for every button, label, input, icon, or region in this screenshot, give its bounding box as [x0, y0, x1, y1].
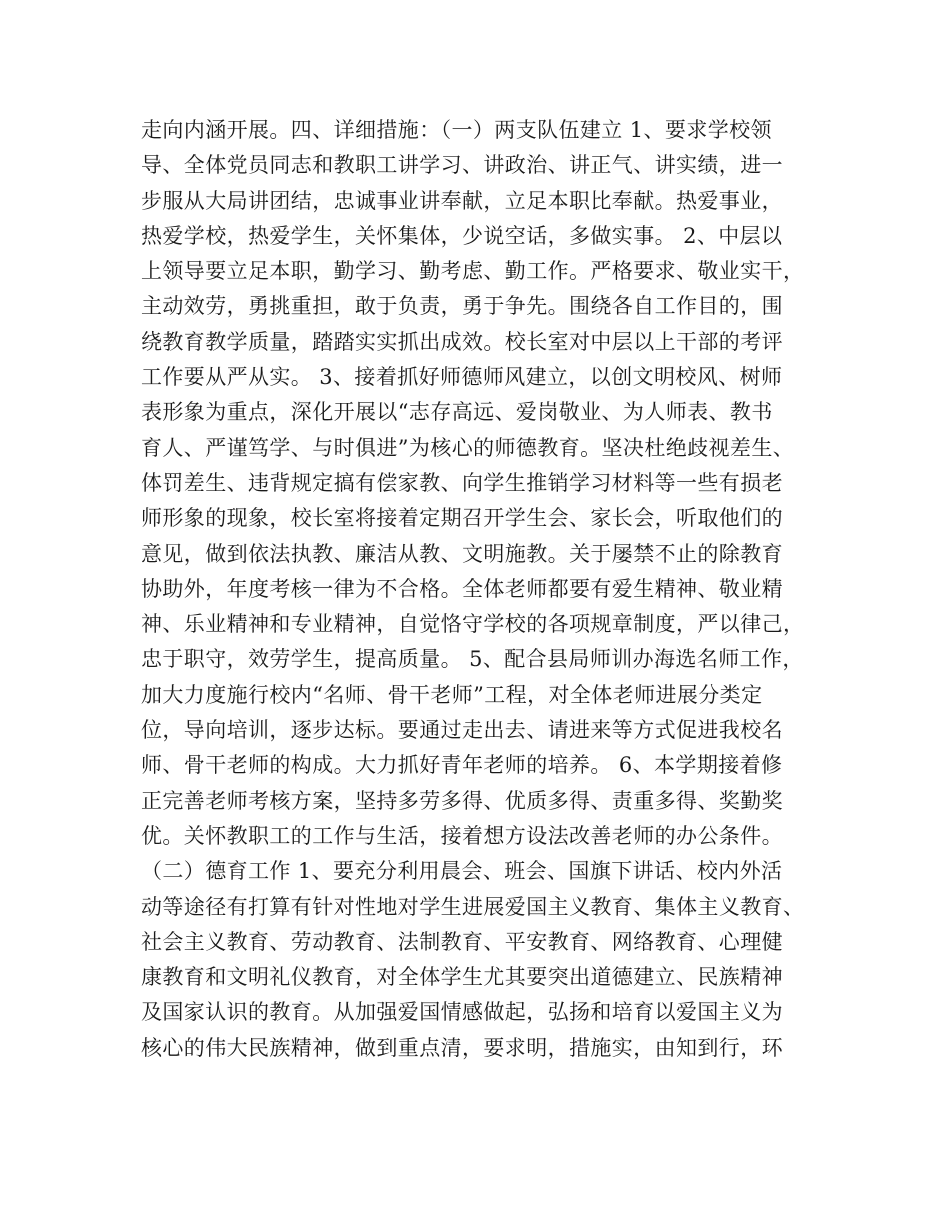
- text-line: 社会主义教育、劳动教育、法制教育、平安教育、网络教育、心理健: [141, 929, 783, 954]
- text-line: 师形象的现象，校长室将接着定期召开学生会、家长会，听取他们的: [141, 506, 783, 531]
- text-line: 上领导要立足本职，勤学习、勤考虑、勤工作。严格要求、敬业实干，: [141, 259, 805, 284]
- text-line: 热爱学校，热爱学生，关怀集体，少说空话，多做实事。 2、中层以: [141, 223, 783, 248]
- text-line: 协助外，年度考核一律为不合格。全体老师都要有爱生精神、敬业精: [141, 576, 783, 601]
- text-line: 位，导向培训，逐步达标。要通过走出去、请进来等方式促进我校名: [141, 718, 783, 743]
- text-line: 及国家认识的教育。从加强爱国情感做起，弘扬和培育以爱国主义为: [141, 1000, 783, 1025]
- text-line: 核心的伟大民族精神，做到重点清，要求明，措施实，由知到行，环: [141, 1035, 783, 1060]
- text-line: 绕教育教学质量，踏踏实实抓出成效。校长室对中层以上干部的考评: [141, 329, 783, 354]
- text-line: 正完善老师考核方案，坚持多劳多得、优质多得、责重多得、奖勤奖: [141, 788, 783, 813]
- text-line: 忠于职守，效劳学生，提高质量。 5、配合县局师训办海选名师工作，: [141, 647, 804, 672]
- text-line: 优。关怀教职工的工作与生活，接着想方设法改善老师的办公条件。: [141, 823, 783, 848]
- text-line: （二）德育工作 1、要充分利用晨会、班会、国旗下讲话、校内外活: [141, 859, 783, 884]
- text-line: 育人、严谨笃学、与时俱进”为核心的师德教育。坚决杜绝歧视差生、: [141, 435, 795, 460]
- text-line: 师、骨干老师的构成。大力抓好青年老师的培养。 6、本学期接着修: [141, 753, 783, 778]
- text-line: 康教育和文明礼仪教育，对全体学生尤其要突出道德建立、民族精神: [141, 965, 783, 990]
- text-line: 意见，做到依法执教、廉洁从教、文明施教。关于屡禁不止的除教育: [141, 541, 783, 566]
- text-line: 加大力度施行校内“名师、骨干老师”工程，对全体老师进展分类定: [141, 682, 763, 707]
- text-line: 主动效劳，勇挑重担，敢于负责，勇于争先。围绕各自工作目的，围: [141, 294, 783, 319]
- text-line: 工作要从严从实。 3、接着抓好师德师风建立，以创文明校风、树师: [141, 365, 783, 390]
- text-line: 体罚差生、违背规定搞有偿家教、向学生推销学习材料等一些有损老: [141, 470, 783, 495]
- text-line: 走向内涵开展。四、详细措施：（一）两支队伍建立 1、要求学校领: [141, 118, 772, 142]
- text-line: 动等途径有打算有针对性地对学生进展爱国主义教育、集体主义教育、: [141, 894, 805, 919]
- text-line: 神、乐业精神和专业精神，自觉恪守学校的各项规章制度，严以律己，: [141, 612, 805, 637]
- body-text: [141, 113, 831, 1066]
- text-line: 步服从大局讲团结，忠诚事业讲奉献，立足本职比奉献。热爱事业，: [141, 188, 783, 213]
- text-line: 导、全体党员同志和教职工讲学习、讲政治、讲正气、讲实绩，进一: [141, 153, 783, 178]
- text-line: 表形象为重点，深化开展以“志存高远、爱岗敬业、为人师表、教书: [141, 400, 773, 425]
